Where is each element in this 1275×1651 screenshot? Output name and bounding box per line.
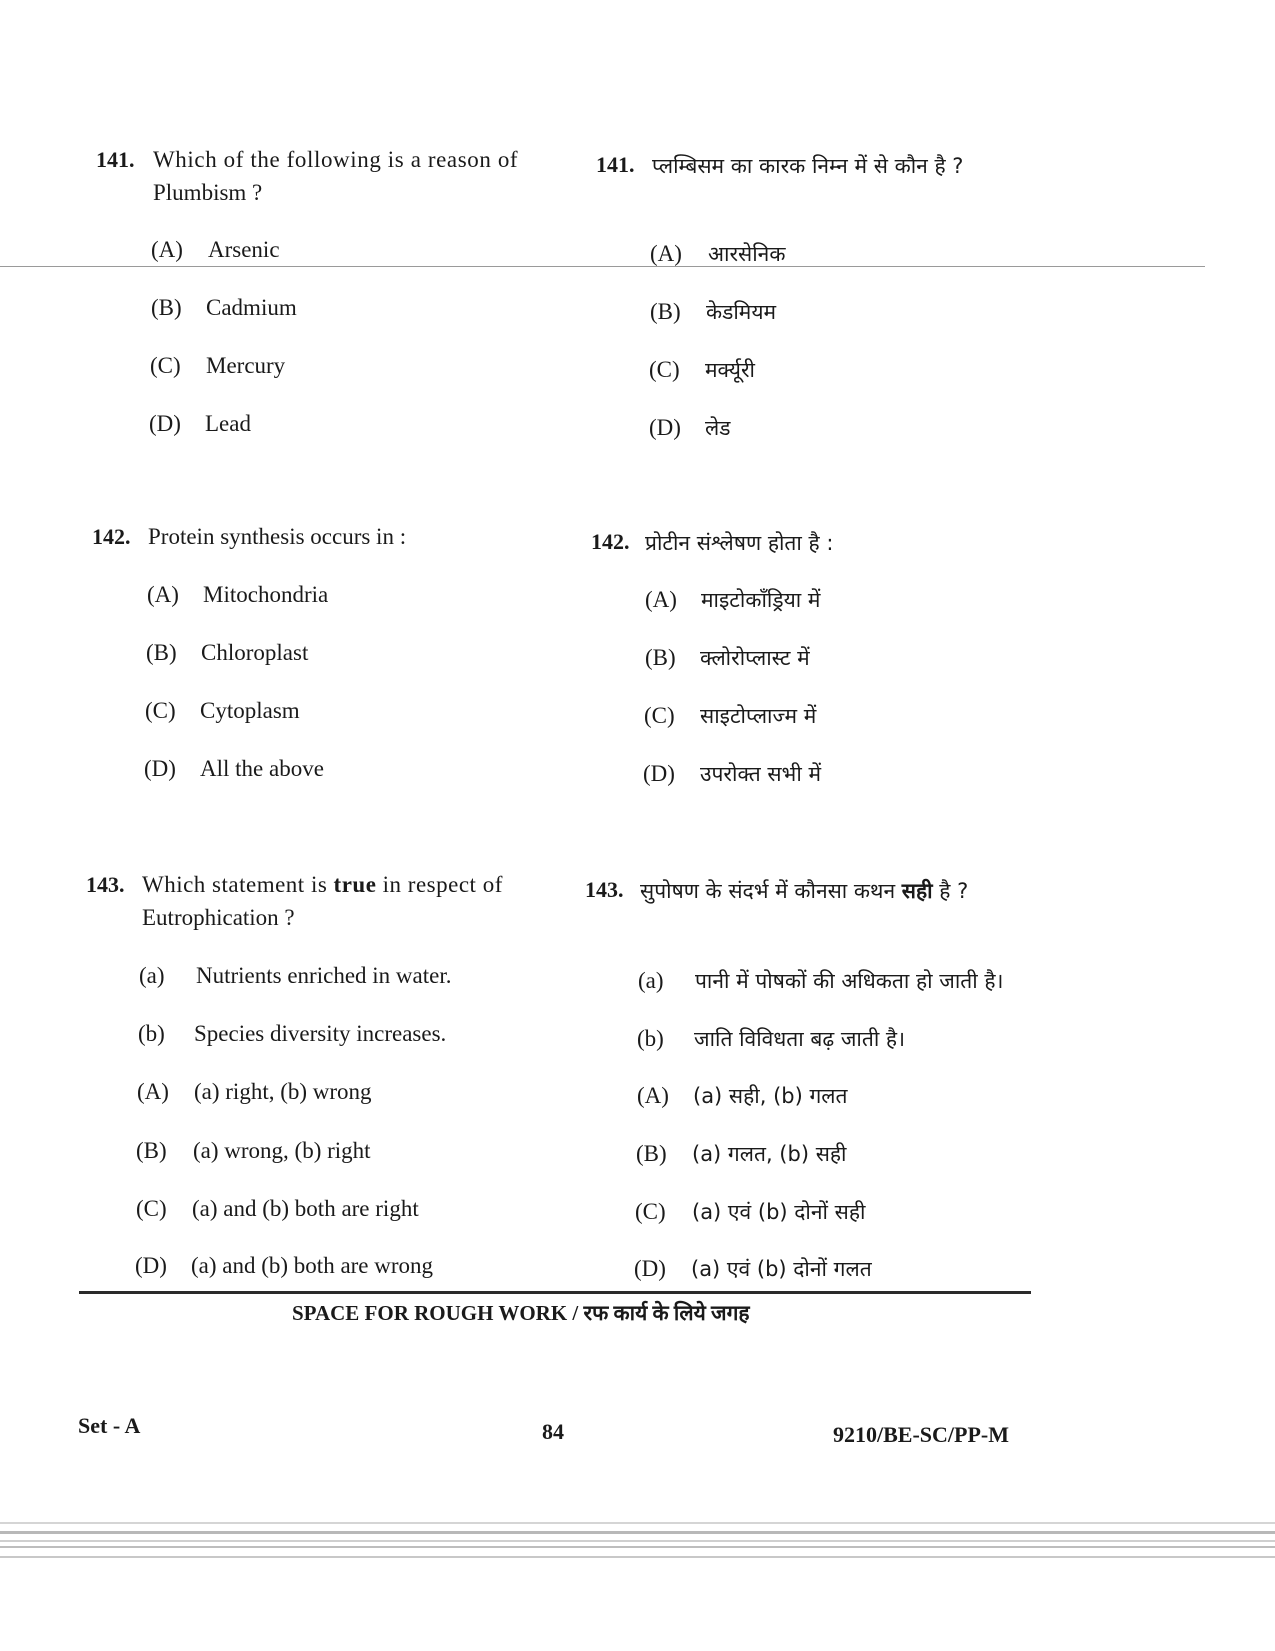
option-key: (C) <box>150 353 181 378</box>
option-text-en: (a) and (b) both are wrong <box>191 1253 434 1278</box>
option-key-hi: (A) <box>650 241 682 266</box>
statement-key: (b) <box>138 1021 165 1046</box>
question-number-hi: 141. <box>596 152 635 177</box>
option-key: (B) <box>151 295 182 320</box>
option-text-en: Mitochondria <box>203 582 329 607</box>
question-text-hi <box>640 877 968 905</box>
option-text-en: (a) wrong, (b) right <box>193 1138 371 1163</box>
option-key-hi: (D) <box>643 761 675 786</box>
question-number-hi: 142. <box>591 529 630 554</box>
footer-paper-code: 9210/BE-SC/PP-M <box>833 1422 1009 1447</box>
question-text-hi: प्लम्बिसम का कारक निम्न में से कौन है ? <box>652 154 964 178</box>
question-number-hi: 143. <box>585 877 624 902</box>
option-text-en: Chloroplast <box>201 640 309 665</box>
option-text-hi: केडमियम <box>706 300 777 324</box>
option-key-hi: (C) <box>644 703 675 728</box>
question-text-en-line1: Which of the following is a reason of <box>153 147 519 172</box>
option-key: (D) <box>144 756 176 781</box>
question-text-bold: सही <box>901 879 933 903</box>
option-key: (C) <box>136 1196 167 1221</box>
option-text-en: Lead <box>205 411 251 436</box>
question-text-en-line1 <box>142 872 503 898</box>
option-text-hi: आरसेनिक <box>708 242 786 266</box>
option-text-en: (a) right, (b) wrong <box>194 1079 372 1104</box>
option-text-hi: लेड <box>705 416 731 440</box>
option-text-hi: साइटोप्लाज्म में <box>700 704 817 728</box>
option-key: (A) <box>151 237 183 262</box>
option-key: (B) <box>146 640 177 665</box>
option-key: (D) <box>135 1253 167 1278</box>
rough-work-heading: SPACE FOR ROUGH WORK / रफ कार्य के लिये जगह <box>292 1301 750 1325</box>
question-text-bold: true <box>333 872 377 897</box>
statement-text-en: Nutrients enriched in water. <box>196 963 452 988</box>
option-text-hi: उपरोक्त सभी में <box>700 762 821 786</box>
scan-edge-line <box>0 1546 1275 1548</box>
question-text-en-line2: Eutrophication ? <box>142 905 295 930</box>
question-text-part: है ? <box>932 879 969 903</box>
footer-set: Set - A <box>78 1413 141 1438</box>
option-text-en: Arsenic <box>208 237 280 262</box>
option-text-hi: (a) एवं (b) दोनों सही <box>692 1200 866 1224</box>
option-key-hi: (B) <box>650 299 681 324</box>
option-key-hi: (D) <box>649 415 681 440</box>
question-text-hi: प्रोटीन संश्लेषण होता है : <box>645 531 834 555</box>
option-key-hi: (C) <box>649 357 680 382</box>
question-text-part: in respect of <box>376 872 503 897</box>
option-key: (A) <box>147 582 179 607</box>
question-text-en-line2: Plumbism ? <box>153 180 263 205</box>
scan-edge-line <box>0 1556 1275 1558</box>
option-key-hi: (A) <box>645 587 677 612</box>
statement-key-hi: (a) <box>638 968 664 993</box>
statement-text-en: Species diversity increases. <box>194 1021 447 1046</box>
statement-text-hi: जाति विविधता बढ़ जाती है। <box>694 1027 906 1051</box>
option-text-en: Cadmium <box>206 295 297 320</box>
scan-edge-line <box>0 1531 1275 1534</box>
option-key: (C) <box>145 698 176 723</box>
option-key: (A) <box>137 1079 169 1104</box>
option-text-hi: क्लोरोप्लास्ट में <box>700 646 810 670</box>
statement-text-hi: पानी में पोषकों की अधिकता हो जाती है। <box>695 969 1004 993</box>
question-text-part: Which statement is <box>142 872 334 897</box>
question-number: 141. <box>96 147 135 172</box>
scan-edge-line <box>0 1540 1275 1542</box>
option-text-en: (a) and (b) both are right <box>192 1196 419 1221</box>
option-text-en: Mercury <box>206 353 286 378</box>
option-text-hi: (a) गलत, (b) सही <box>692 1142 847 1166</box>
option-text-hi: मर्क्यूरी <box>705 358 756 382</box>
scan-edge-line <box>0 1522 1275 1524</box>
option-key-hi: (D) <box>634 1256 666 1281</box>
statement-key-hi: (b) <box>637 1026 664 1051</box>
option-text-en: Cytoplasm <box>200 698 300 723</box>
scan-artifact-line <box>0 266 1205 267</box>
option-text-en: All the above <box>200 756 324 781</box>
question-number: 142. <box>92 524 131 549</box>
option-key-hi: (B) <box>636 1141 667 1166</box>
option-key-hi: (B) <box>645 645 676 670</box>
option-key-hi: (A) <box>637 1083 669 1108</box>
option-text-hi: (a) एवं (b) दोनों गलत <box>691 1257 872 1281</box>
option-key: (B) <box>136 1138 167 1163</box>
question-text-en-line1: Protein synthesis occurs in : <box>148 524 407 549</box>
question-text-part: सुपोषण के संदर्भ में कौनसा कथन <box>640 879 902 903</box>
option-text-hi: (a) सही, (b) गलत <box>693 1084 848 1108</box>
rough-work-divider <box>79 1291 1031 1294</box>
option-key-hi: (C) <box>635 1199 666 1224</box>
option-key: (D) <box>149 411 181 436</box>
statement-key: (a) <box>139 963 165 988</box>
question-number: 143. <box>86 872 125 897</box>
option-text-hi: माइटोकाँड्रिया में <box>701 588 821 612</box>
footer-page-number: 84 <box>542 1419 564 1444</box>
